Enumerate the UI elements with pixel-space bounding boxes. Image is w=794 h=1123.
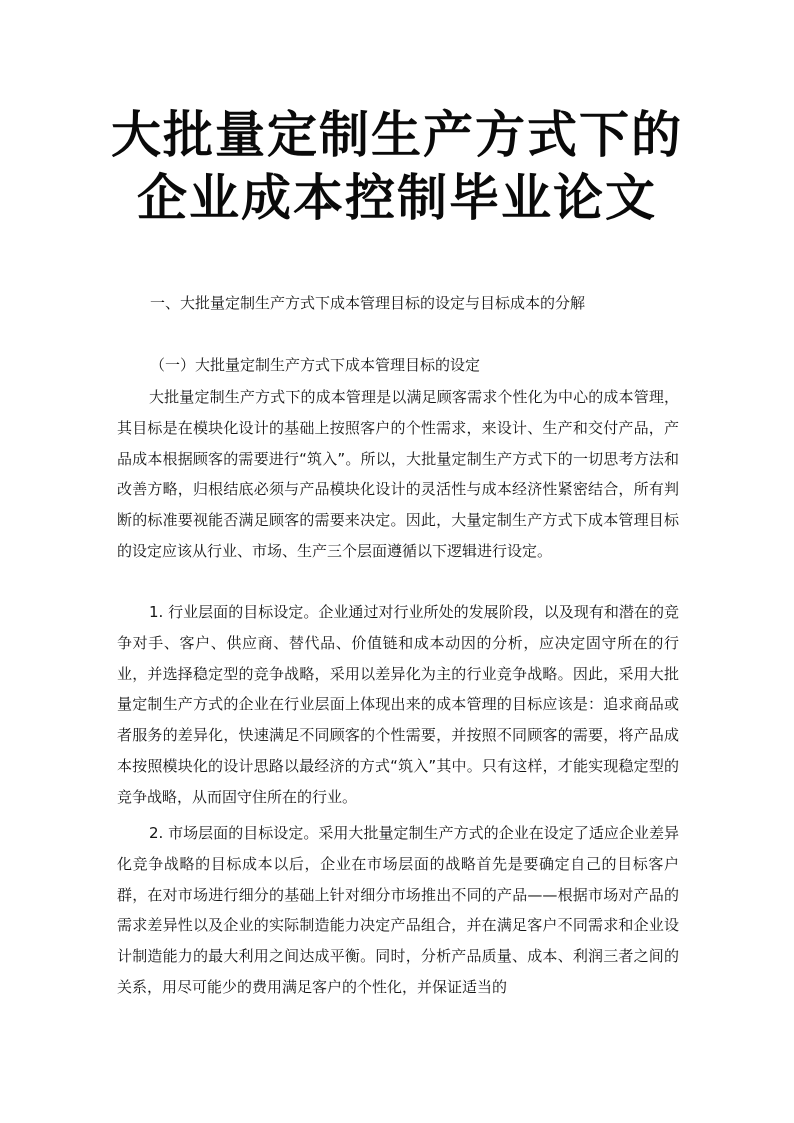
document-title-line-1: 大批量定制生产方式下的 (111, 106, 683, 164)
paragraph-market-level: 2. 市场层面的目标设定。采用大批量定制生产方式的企业在设定了适应企业差异化竞争战略的目标成本以后，企业在市场层面的战略首先是要确定自己的目标客户群，在对市场进行细分的基础上针对细分市场推出不同的产品——根据市场对产品的需求差异性以及企业的实际制造能力决定产品组合，并在满足客户不同需求和企业设计制造能力的最大利用之间达成平衡。同时，分析产品质量、成本、利润三者之间的关系，用尽可能少的费用满足客户的个性化，并保证适当的 (117, 824, 679, 996)
document-title-line-2: 企业成本控制毕业论文 (137, 169, 657, 227)
paragraph-intro: 大批量定制生产方式下的成本管理是以满足顾客需求个性化为中心的成本管理，其目标是在模块化设计的基础上按照客户的个性需求，来设计、生产和交付产品，产品成本根据顾客的需要进行“筑入”。所以，大批量定制生产方式下的一切思考方法和改善方略，归根结底必须与产品模块化设计的灵活性与成本经济性紧密结合，所有判断的标准要视能否满足顾客的需要来决定。因此，大量定制生产方式下成本管理目标的设定应该从行业、市场、生产三个层面遵循以下逻辑进行设定。 (117, 388, 679, 560)
sub-heading: （一）大批量定制生产方式下成本管理目标的设定 (150, 356, 481, 374)
section-heading: 一、大批量定制生产方式下成本管理目标的设定与目标成本的分解 (150, 294, 586, 312)
paragraph-industry-level: 1. 行业层面的目标设定。企业通过对行业所处的发展阶段，以及现有和潜在的竞争对手、客户、供应商、替代品、价值链和成本动因的分析，应决定固守所在的行业，并选择稳定型的竞争战略，采用以差异化为主的行业竞争战略。因此，采用大批量定制生产方式的企业在行业层面上体现出来的成本管理的目标应该是：追求商品或者服务的差异化，快速满足不同顾客的个性需要，并按照不同顾客的需要，将产品成本按照模块化的设计思路以最经济的方式“筑入”其中。只有这样，才能实现稳定型的竞争战略，从而固守住所在的行业。 (117, 603, 679, 806)
